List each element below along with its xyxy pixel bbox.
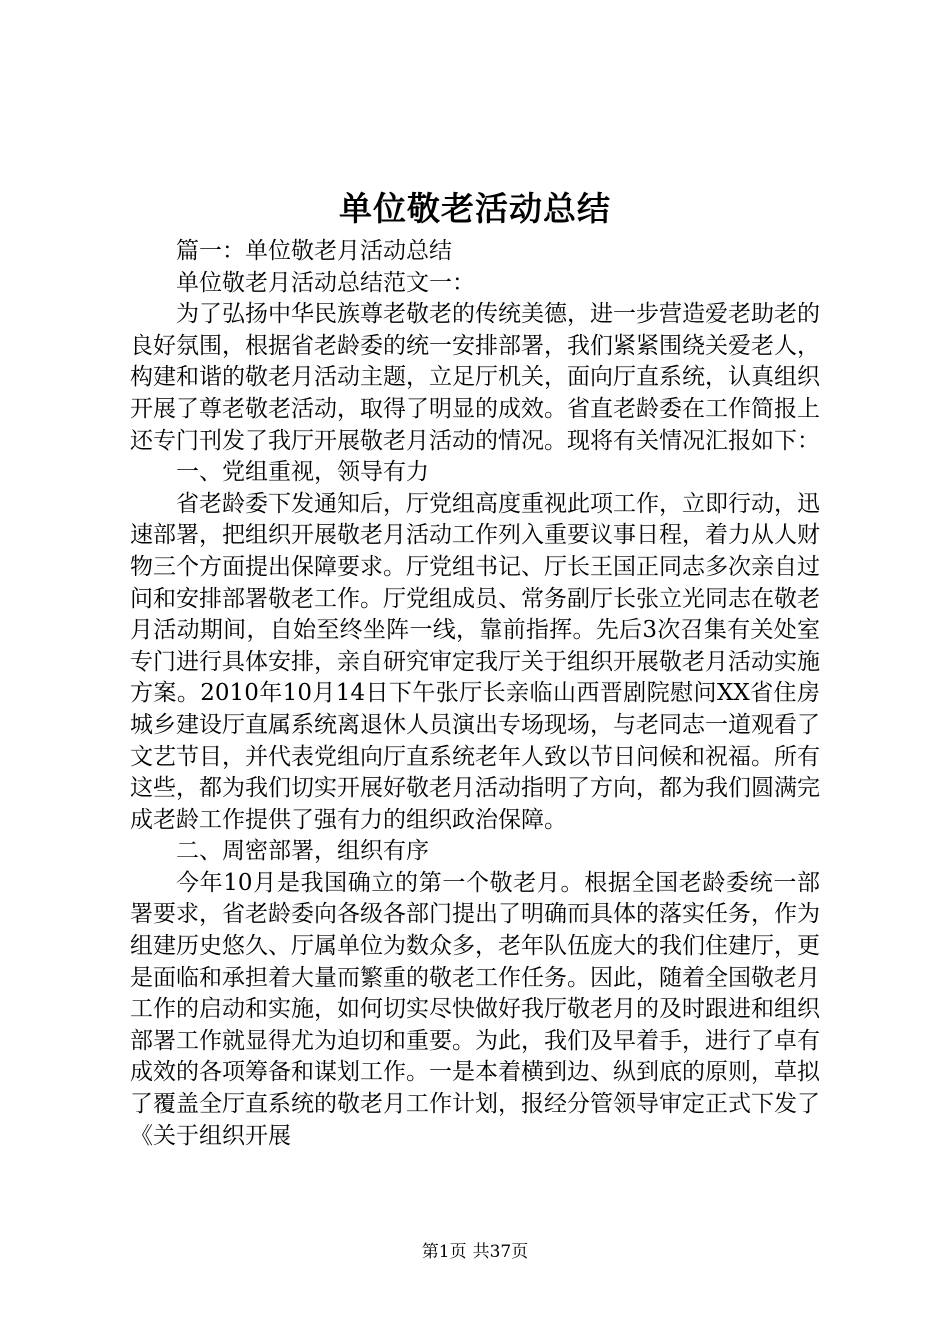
paragraph-heading-1: 篇一：单位敬老月活动总结 [176,238,452,264]
document-body [130,236,820,1152]
page-total: 共37页 [472,1242,529,1262]
paragraph-section-2: 今年10月是我国确立的第一个敬老月。根据全国老龄委统一部署要求，省老龄委向各级各部门提出了明确而具体的落实任务，作为组建历史悠久、厅属单位为数众多，老年队伍庞大的我们住建厅，更是面临和承担着大量而繁重的敬老工作任务。因此，随着全国敬老月工作的启动和实施，如何切实尽快做好我厅敬老月的及时跟进和组织部署工作就显得尤为迫切和重要。为此，我们及早着手，进行了卓有成效的各项筹备和谋划工作。一是本着横到边、纵到底的原则，草拟了覆盖全厅直系统的敬老月工作计划，报经分管领导审定正式下发了《关于组织开展 [130,869,820,1149]
paragraph-section-1: 省老龄委下发通知后，厅党组高度重视此项工作，立即行动，迅速部署，把组织开展敬老月活动工作列入重要议事日程，着力从人财物三个方面提出保障要求。厅党组书记、厅长王国正同志多次亲自过问和安排部署敬老工作。厅党组成员、常务副厅长张立光同志在敬老月活动期间，自始至终坐阵一线，靠前指挥。先后3次召集有关处室专门进行具体安排，亲自研究审定我厅关于组织开展敬老月活动实施方案。2010年10月14日下午张厅长亲临山西晋剧院慰问XX省住房城乡建设厅直属系统离退休人员演出专场现场，与老同志一道观看了文艺节目，并代表党组向厅直系统老年人致以节日问候和祝福。所有这些，都为我们切实开展好敬老月活动指明了方向，都为我们圆满完成老龄工作提供了强有力的组织政治保障。 [130,490,820,833]
document-title: 单位敬老活动总结 [339,189,611,228]
section-heading-1: 一、党组重视，领导有力 [176,459,429,486]
section-heading-2: 二、周密部署，组织有序 [176,838,429,865]
paragraph-subheading: 单位敬老月活动总结范文一： [176,269,475,296]
page-number: 第1页 [421,1242,467,1262]
paragraph-intro: 为了弘扬中华民族尊老敬老的传统美德，进一步营造爱老助老的良好氛围，根据省老龄委的统一安排部署，我们紧紧围绕关爱老人，构建和谐的敬老月活动主题，立足厅机关，面向厅直系统，认真组织开展了尊老敬老活动，取得了明显的成效。省直老龄委在工作简报上还专门刊发了我厅开展敬老月活动的情况。现将有关情况汇报如下： [130,301,820,454]
page-footer [0,1240,950,1264]
